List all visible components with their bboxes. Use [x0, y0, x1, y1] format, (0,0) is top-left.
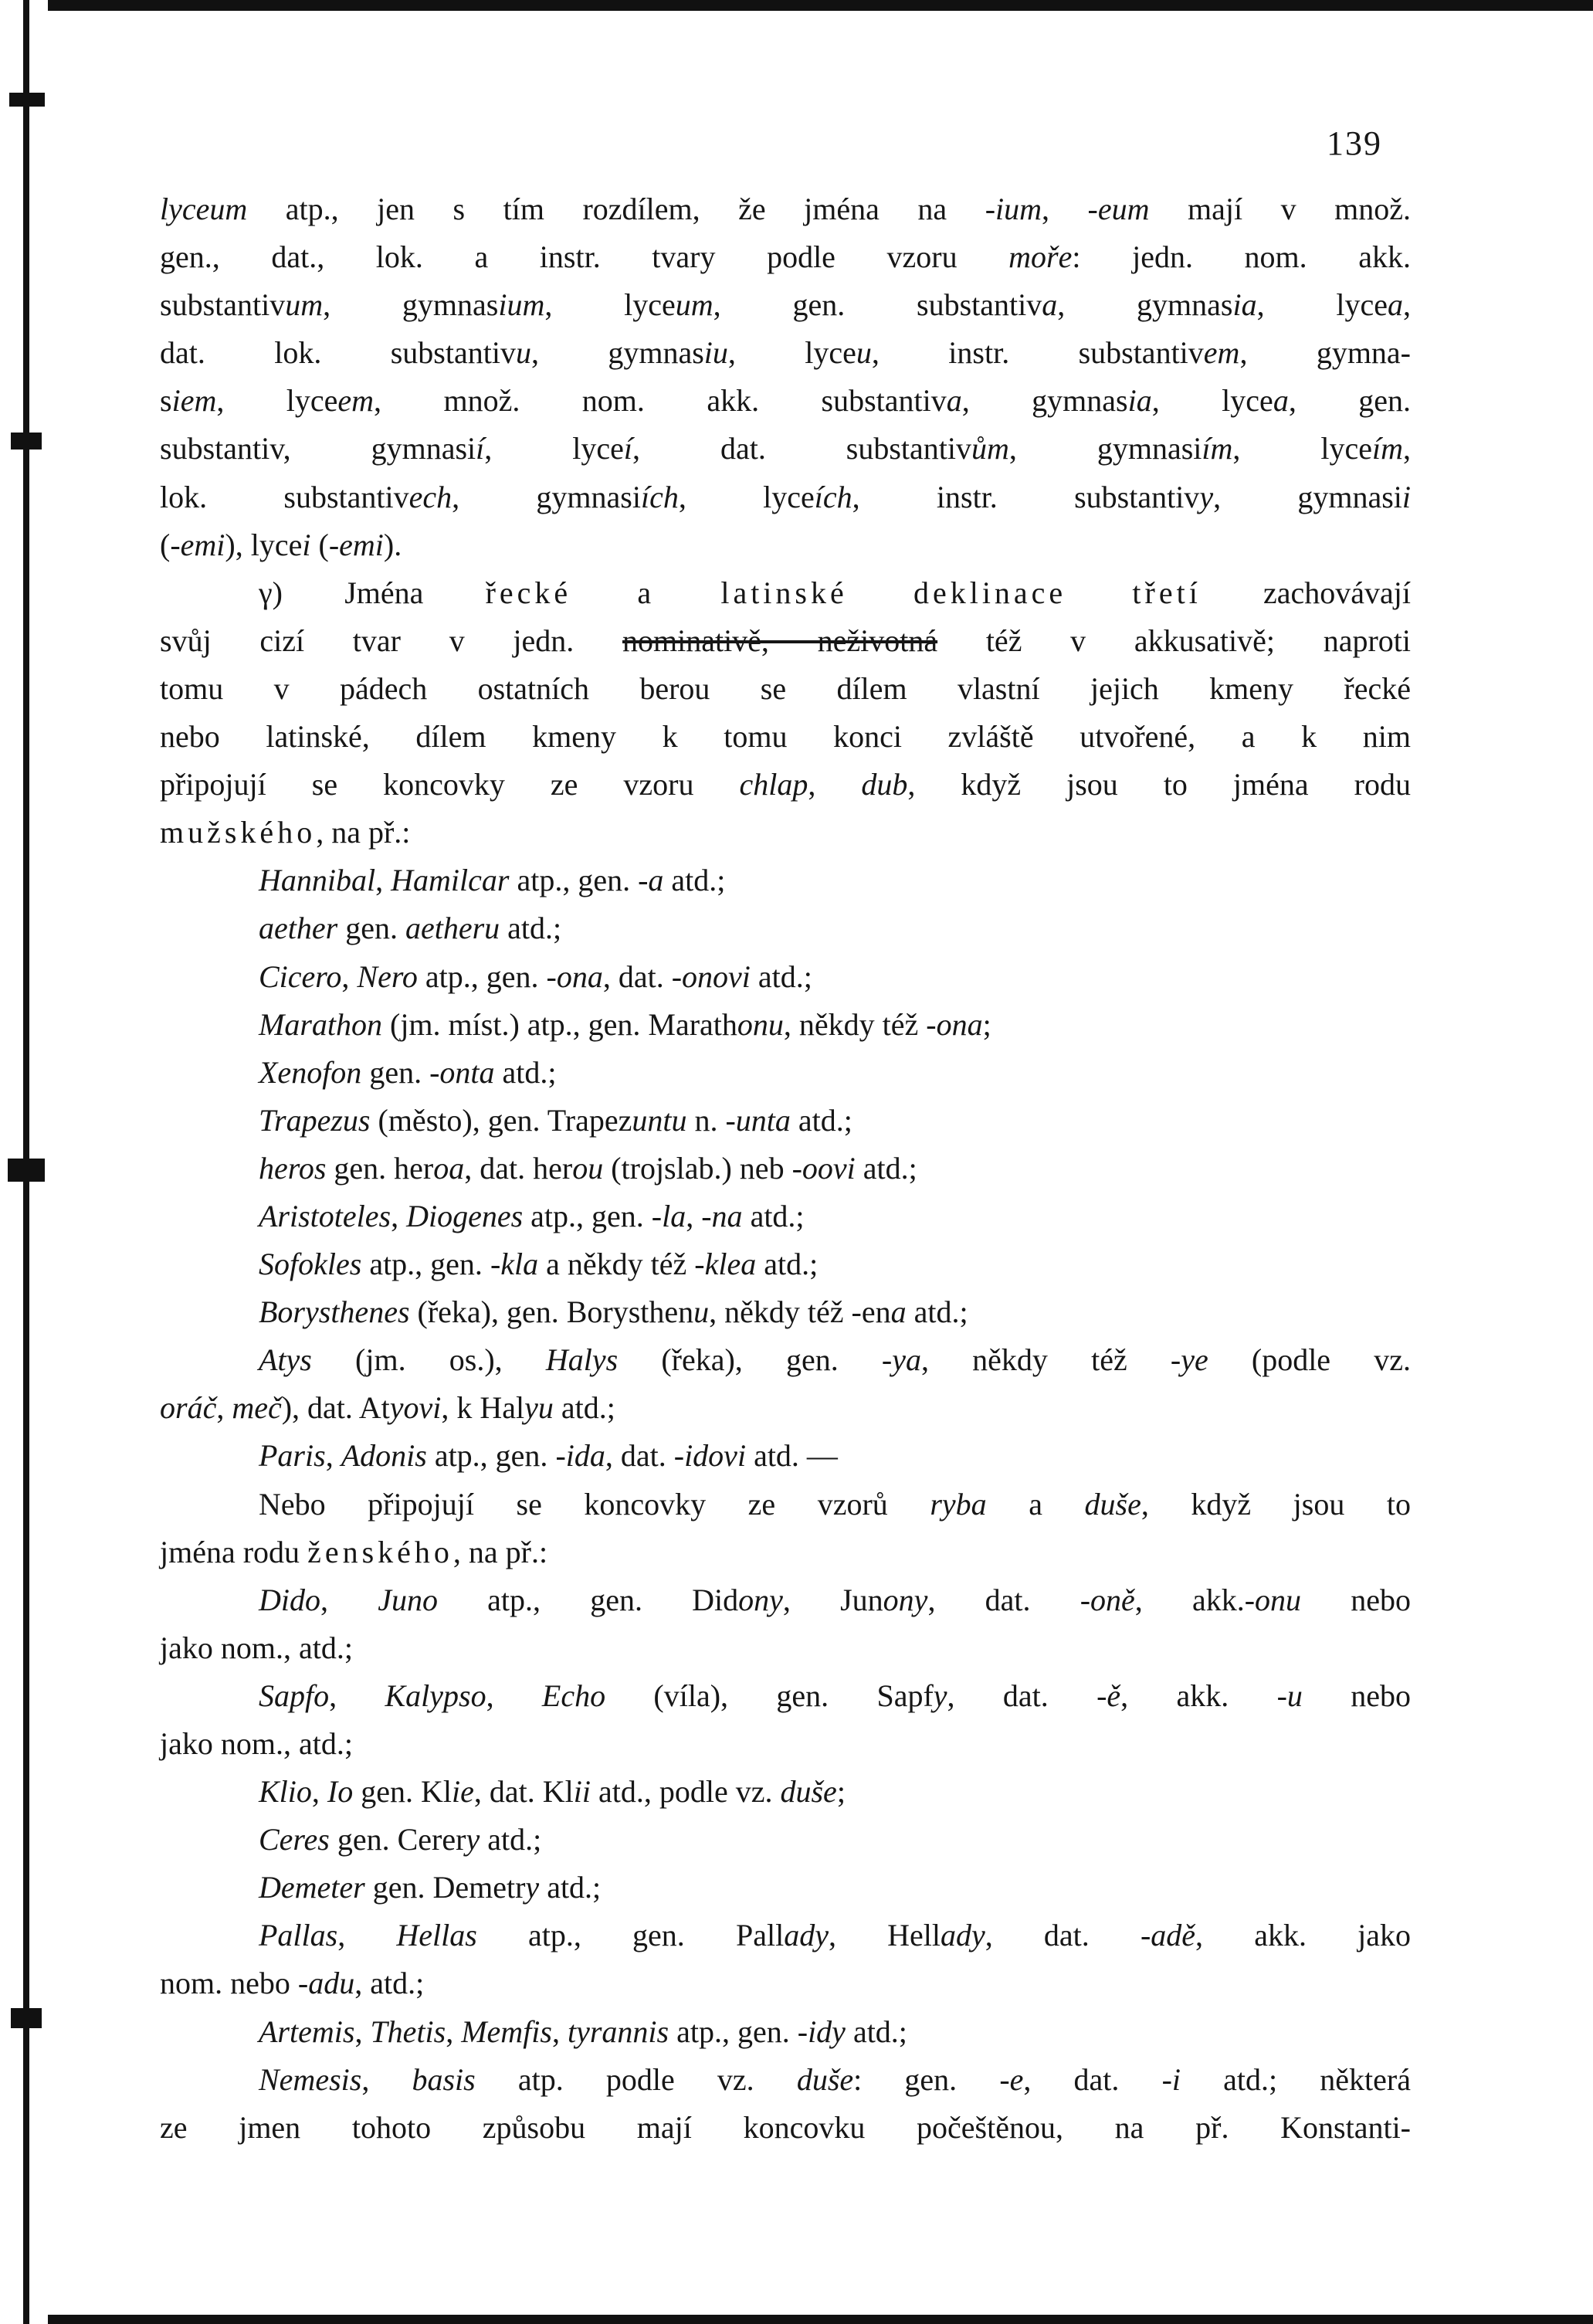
example-line: Marathon (jm. míst.) atp., gen. Marathonu, někdy též -ona; — [259, 1006, 991, 1042]
example-line: Artemis, Thetis, Memfis, tyrannis atp., gen. -idy atd.; — [259, 2014, 907, 2049]
example-line: Paris, Adonis atp., gen. -ida, dat. -idovi atd. — — [259, 1438, 838, 1474]
scan-border-top — [31, 0, 1593, 11]
text-line: jako nom., atd.; — [160, 1726, 353, 1761]
binding-notch — [8, 1159, 45, 1182]
example-line: Klio, Io gen. Klie, dat. Klii atd., podle vz. duše; — [259, 1774, 846, 1810]
text-line: ze jmen tohoto způsobu mají koncovku počeštěnou, na př. Konstanti- — [160, 2109, 1411, 2145]
example-line: Sapfo, Kalypso, Echo (víla), gen. Sapfy, dat. -ě, akk. -u nebo — [259, 1678, 1411, 1713]
text-line: tomu v pádech ostatních berou se dílem vlastní jejich kmeny řecké — [160, 670, 1411, 706]
text-line: svůj cizí tvar v jedn. nominativě, neživotná též v akkusativě; naproti — [160, 623, 1412, 658]
text-line: připojují se koncovky ze vzoru chlap, dub, když jsou to jména rodu — [160, 767, 1411, 802]
text-line: substantivum, gymnasium, lyceum, gen. substantiva, gymnasia, lycea, — [160, 287, 1412, 323]
example-line: Nemesis, basis atp. podle vz. duše: gen. -e, dat. -i atd.; některá — [259, 2061, 1411, 2097]
text-line: dat. lok. substantivu, gymnasiu, lyceu, instr. substantivem, gymna- — [160, 335, 1411, 371]
example-line: Trapezus (město), gen. Trapezuntu n. -unta atd.; — [259, 1102, 852, 1138]
text-line: jména rodu ženského, na př.: — [160, 1534, 548, 1569]
example-line: Ceres gen. Cerery atd.; — [259, 1822, 542, 1858]
text-line: mužského, na př.: — [160, 815, 411, 850]
text-line: lyceum atp., jen s tím rozdílem, že jména na -ium, -eum mají v množ. — [160, 192, 1411, 226]
paragraph-heading: γ) Jména řecké a latinské deklinace třetí zachovávají — [259, 575, 1412, 610]
example-line: Cicero, Nero atp., gen. -ona, dat. -onovi atd.; — [259, 958, 812, 994]
example-line: Borysthenes (řeka), gen. Borysthenu, někdy též -ena atd.; — [259, 1294, 968, 1330]
page-number: 139 — [1327, 124, 1382, 162]
text-line: oráč, meč), dat. Atyovi, k Halyu atd.; — [160, 1390, 615, 1426]
example-line: Dido, Juno atp., gen. Didony, Junony, dat. -oně, akk.-onu nebo — [259, 1582, 1411, 1617]
example-line: aether gen. aetheru atd.; — [259, 911, 562, 946]
binding-notch — [9, 93, 45, 107]
book-binding-edge — [0, 0, 48, 2324]
text-line: (-emi), lycei (-emi). — [160, 527, 402, 562]
text-line: jako nom., atd.; — [160, 1630, 353, 1665]
text-line: Nebo připojují se koncovky ze vzorů ryba a duše, když jsou to — [259, 1486, 1411, 1522]
example-line: Xenofon gen. -onta atd.; — [259, 1054, 557, 1090]
example-line: Atys (jm. os.), Halys (řeka), gen. -ya, někdy též -ye (podle vz. — [259, 1342, 1411, 1378]
example-line: Aristoteles, Diogenes atp., gen. -la, -na atd.; — [259, 1198, 805, 1233]
example-line: Pallas, Hellas atp., gen. Pallady, Hellady, dat. -adě, akk. jako — [259, 1918, 1411, 1953]
binding-notch — [11, 433, 42, 450]
text-line: gen., dat., lok. a instr. tvary podle vzoru moře: jedn. nom. akk. — [160, 239, 1411, 275]
text-line: nom. nebo -adu, atd.; — [160, 1966, 425, 2001]
scan-border-bottom — [31, 2315, 1593, 2324]
text-line: substantiv, gymnasií, lyceí, dat. substantivům, gymnasiím, lyceím, — [160, 431, 1412, 466]
text-line: siem, lyceem, množ. nom. akk. substantiva, gymnasia, lycea, gen. — [160, 383, 1411, 419]
binding-notch — [11, 2008, 42, 2028]
example-line: Demeter gen. Demetry atd.; — [259, 1870, 602, 1905]
text-line: nebo latinské, dílem kmeny k tomu konci zvláště utvořené, a k nim — [160, 719, 1411, 755]
text-line: lok. substantivech, gymnasiích, lyceích, instr. substantivy, gymnasii — [160, 479, 1412, 514]
example-line: Hannibal, Hamilcar atp., gen. -a atd.; — [259, 863, 726, 898]
example-line: Sofokles atp., gen. -kla a někdy též -klea atd.; — [259, 1247, 819, 1282]
example-line: heros gen. heroa, dat. herou (trojslab.) neb -oovi atd.; — [259, 1150, 917, 1186]
page-body — [160, 185, 1411, 2152]
